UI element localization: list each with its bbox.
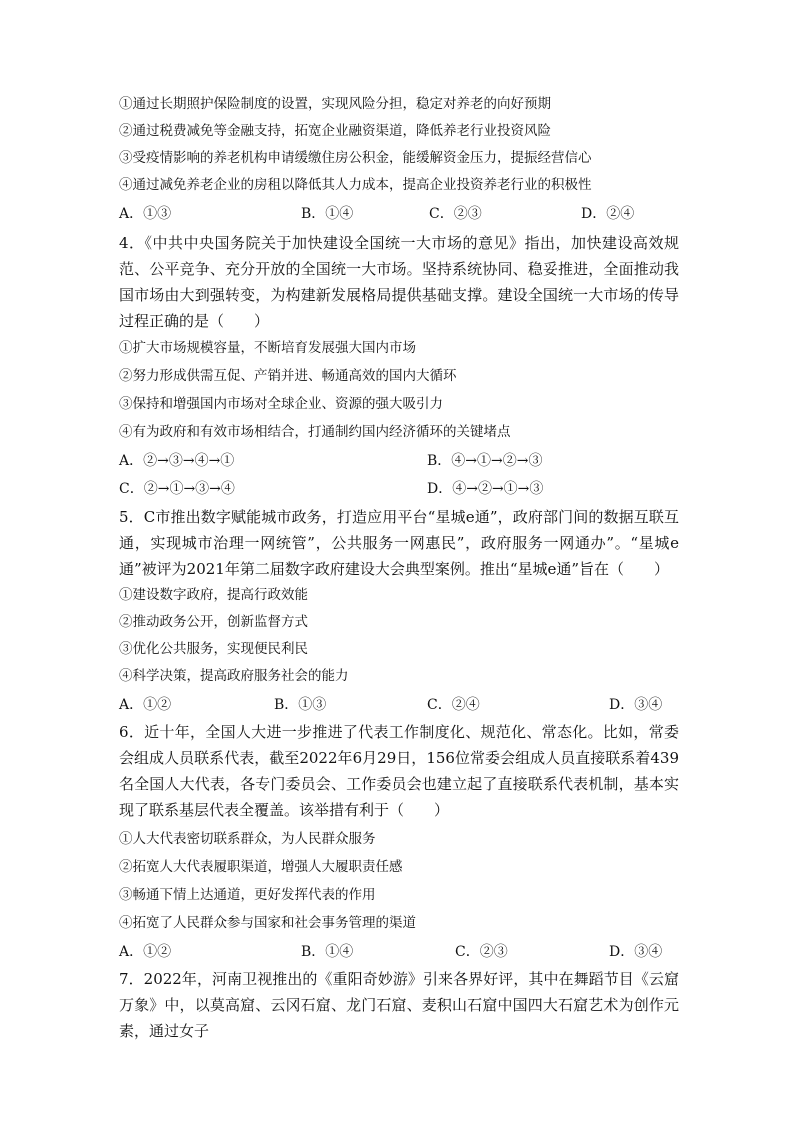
q3-option-b[interactable]: B．①④ bbox=[301, 206, 354, 222]
q5-option-a[interactable]: A．①② bbox=[119, 697, 172, 713]
q4-option-c[interactable]: C．②→①→③→④ bbox=[119, 481, 235, 497]
q4-options-row-1 bbox=[119, 450, 679, 470]
q6-item-4: ④拓宽了人民群众参与国家和社会事务管理的渠道 bbox=[119, 915, 416, 931]
q6-stem: 6．近十年，全国人大进一步推进了代表工作制度化、规范化、常态化。比如，常委会组成人员联系代表，截至2022年6月29日，156位常委会组成人员直接联系着439名全国人大代表，各专门委员会、工作委员会也建立起了直接联系代表机制，基本实现了联系基层代表全覆盖。该举措有利于（ ） bbox=[119, 723, 679, 819]
q3-option-a[interactable]: A．①③ bbox=[119, 206, 172, 222]
q6-item-2: ②拓宽人大代表履职渠道，增强人大履职责任感 bbox=[119, 859, 403, 875]
q6-option-d[interactable]: D．③④ bbox=[609, 944, 663, 960]
q4-stem: 4．《中共中央国务院关于加快建设全国统一大市场的意见》指出，加快建设高效规范、公平竞争、充分开放的全国统一大市场。坚持系统协同、稳妥推进，全面推动我国市场由大到强转变，为构建新发展格局提供基础支撑。建设全国统一大市场的传导过程正确的是（ ） bbox=[119, 234, 679, 330]
q5-option-d[interactable]: D．③④ bbox=[609, 697, 663, 713]
q5-item-3: ③优化公共服务，实现便民利民 bbox=[119, 641, 308, 657]
q6-options bbox=[119, 941, 679, 961]
q3-options bbox=[119, 203, 679, 223]
q3-option-c[interactable]: C．②③ bbox=[429, 206, 482, 222]
q4-item-1: ①扩大市场规模容量，不断培育发展强大国内市场 bbox=[119, 340, 416, 356]
q5-item-1: ①建设数字政府，提高行政效能 bbox=[119, 587, 308, 603]
q4-options-row-2 bbox=[119, 478, 679, 498]
q3-item-4: ④通过减免养老企业的房租以降低其人力成本，提高企业投资养老行业的积极性 bbox=[119, 177, 592, 193]
q3-item-2: ②通过税费减免等金融支持，拓宽企业融资渠道，降低养老行业投资风险 bbox=[119, 123, 551, 139]
q5-stem: 5．C市推出数字赋能城市政务，打造应用平台“星城e通”，政府部门间的数据互联互通，实现城市治理一网统管”，公共服务一网惠民”，政府服务一网通办”。“星城e通”被评为2021年第二届数字政府建设大会典型案例。推出“星城e通”旨在（ ） bbox=[119, 508, 679, 578]
q5-options bbox=[119, 694, 679, 714]
q6-option-b[interactable]: B．①④ bbox=[301, 944, 354, 960]
q4-option-b[interactable]: B．④→①→②→③ bbox=[427, 453, 543, 469]
q5-option-b[interactable]: B．①③ bbox=[274, 697, 327, 713]
q4-item-3: ③保持和增强国内市场对全球企业、资源的强大吸引力 bbox=[119, 396, 443, 412]
q5-option-c[interactable]: C．②④ bbox=[427, 697, 480, 713]
q5-item-2: ②推动政务公开，创新监督方式 bbox=[119, 614, 308, 630]
q4-item-2: ②努力形成供需互促、产销并进、畅通高效的国内大循环 bbox=[119, 368, 457, 384]
q6-item-1: ①人大代表密切联系群众，为人民群众服务 bbox=[119, 831, 376, 847]
q3-option-d[interactable]: D．②④ bbox=[581, 206, 635, 222]
q4-option-a[interactable]: A．②→③→④→① bbox=[119, 453, 235, 469]
q6-option-a[interactable]: A．①② bbox=[119, 944, 172, 960]
q5-item-4: ④科学决策，提高政府服务社会的能力 bbox=[119, 668, 349, 684]
q3-item-3: ③受疫情影响的养老机构申请缓缴住房公积金，能缓解资金压力，提振经营信心 bbox=[119, 150, 592, 166]
q4-item-4: ④有为政府和有效市场相结合，打通制约国内经济循环的关键堵点 bbox=[119, 424, 511, 440]
q7-stem: 7．2022年，河南卫视推出的《重阳奇妙游》引来各界好评，其中在舞蹈节目《云窟万象》中，以莫高窟、云冈石窟、龙门石窟、麦积山石窟中国四大石窟艺术为创作元素，通过女子 bbox=[119, 970, 679, 1040]
q6-item-3: ③畅通下情上达通道，更好发挥代表的作用 bbox=[119, 887, 376, 903]
q4-option-d[interactable]: D．④→②→①→③ bbox=[427, 481, 544, 497]
q6-option-c[interactable]: C．②③ bbox=[455, 944, 508, 960]
q3-item-1: ①通过长期照护保险制度的设置，实现风险分担，稳定对养老的向好预期 bbox=[119, 96, 551, 112]
